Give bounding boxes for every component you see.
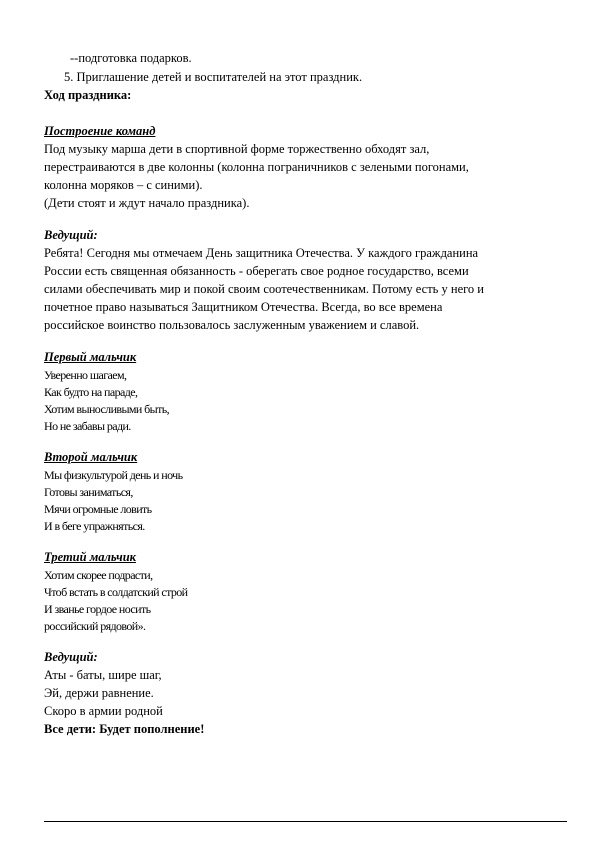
poem-line: Чтоб встать в солдатский строй xyxy=(44,585,188,599)
poem-line: Но не забавы ради. xyxy=(44,419,131,433)
host-heading: Ведущий: xyxy=(44,650,98,664)
paragraph-line: почетное право называться Защитником Отечества. Всегда, во все времена xyxy=(44,300,443,314)
poem-line: Уверенно шагаем, xyxy=(44,368,127,382)
paragraph-line: России есть священная обязанность - оберегать свое родное государство, всеми xyxy=(44,264,469,278)
speaker-heading-boy3: Третий мальчик xyxy=(44,550,137,564)
paragraph-line: силами обеспечивать мир и покой своим соотечественникам. Потому есть у него и xyxy=(44,282,484,296)
gifts-item: --подготовка подарков. xyxy=(70,51,192,65)
paragraph-line: (Дети стоят и ждут начало праздника). xyxy=(44,196,250,210)
speaker-heading-boy1: Первый мальчик xyxy=(44,350,137,364)
poem-line: Скоро в армии родной xyxy=(44,704,163,718)
poem-line: российский рядовой». xyxy=(44,619,146,633)
poem-line: И званье гордое носить xyxy=(44,602,151,616)
host-heading: Ведущий: xyxy=(44,228,98,242)
poem-line: Мы физкультурой день и ночь xyxy=(44,468,183,482)
paragraph-line: Ребята! Сегодня мы отмечаем День защитника Отечества. У каждого гражданина xyxy=(44,246,479,260)
list-item-5: 5. Приглашение детей и воспитателей на этот праздник. xyxy=(64,70,363,84)
course-heading: Ход праздника: xyxy=(44,88,132,102)
poem-line: И в беге упражняться. xyxy=(44,519,145,533)
paragraph-line: Под музыку марша дети в спортивной форме торжественно обходят зал, xyxy=(44,142,430,156)
poem-line: Как будто на параде, xyxy=(44,385,138,399)
poem-line: Аты - баты, шире шаг, xyxy=(44,668,162,682)
page-bottom-border xyxy=(44,821,567,822)
paragraph-line: колонна моряков – с синими). xyxy=(44,178,203,192)
teams-heading: Построение команд xyxy=(44,124,156,138)
poem-line: Мячи огромные ловить xyxy=(44,502,152,516)
paragraph-line: перестраиваются в две колонны (колонна пограничников с зелеными погонами, xyxy=(44,160,469,174)
speaker-heading-boy2: Второй мальчик xyxy=(44,450,138,464)
all-children-line: Все дети: Будет пополнение! xyxy=(44,722,205,736)
poem-line: Готовы заниматься, xyxy=(44,485,133,499)
paragraph-line: российское воинство пользовалось заслуженным уважением и славой. xyxy=(44,318,420,332)
poem-line: Эй, держи равнение. xyxy=(44,686,154,700)
poem-line: Хотим выносливыми быть, xyxy=(44,402,170,416)
poem-line: Хотим скорее подрасти, xyxy=(44,568,153,582)
